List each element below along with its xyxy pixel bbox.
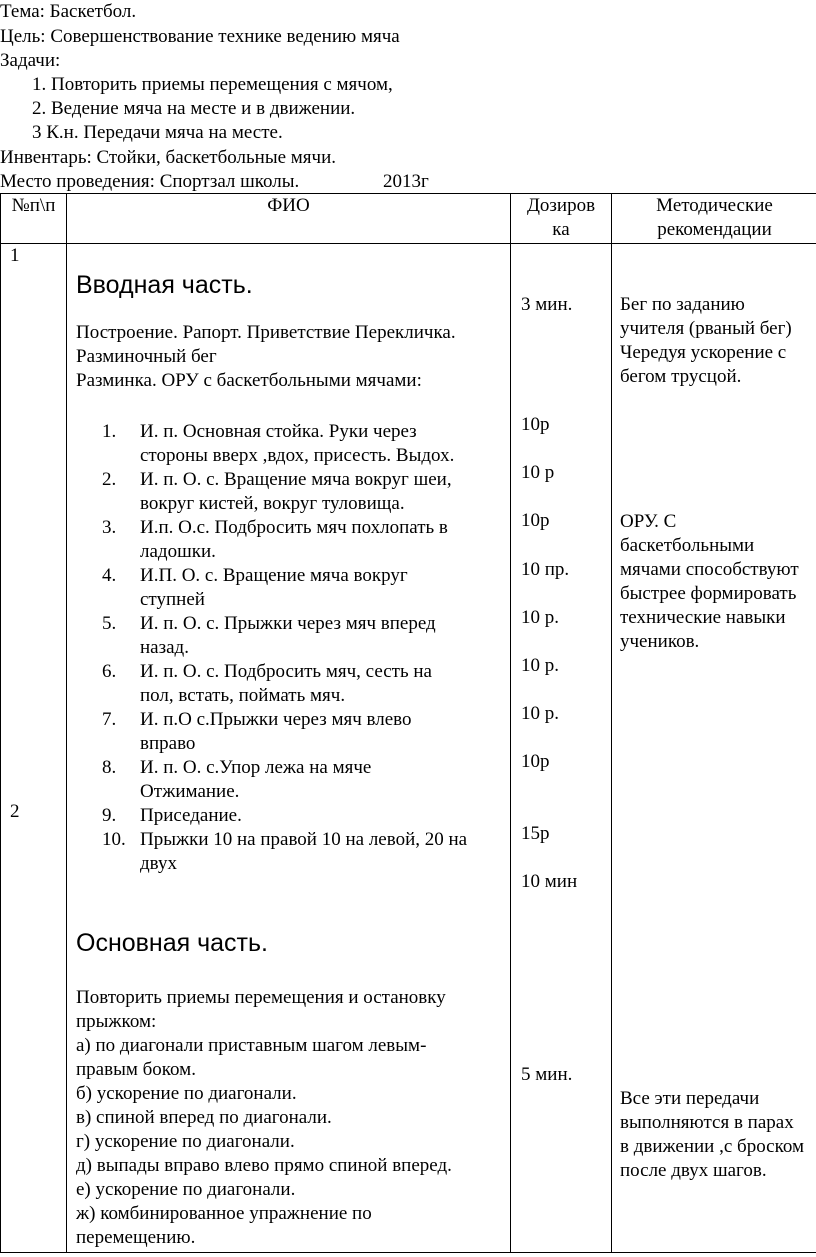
dose-item: 10 р. <box>521 607 559 628</box>
text-line: б) ускорение по диагонали. <box>76 1083 297 1104</box>
exercise-text-line: И.п. О.с. Подбросить мяч похлопать в <box>140 517 448 538</box>
text-line: Повторить приемы перемещения и остановку <box>76 987 446 1008</box>
exercise-item <box>72 564 512 612</box>
exercise-list <box>72 420 512 876</box>
text-line: Все эти передачи <box>620 1088 760 1109</box>
text-line: а) по диагонали приставным шагом левым- <box>76 1035 427 1056</box>
exercise-number: 9. <box>102 805 117 826</box>
exercise-text-line: И. п. О. с. Прыжки через мяч вперед <box>140 613 436 634</box>
exercise-text-line: И. п. О. с. Подбросить мяч, сесть на <box>140 661 432 682</box>
exercise-text-line: И. п. О. с.Упор лежа на мяче <box>140 757 372 778</box>
exercise-text-line: стороны вверх ,вдох, присесть. Выдох. <box>140 445 455 466</box>
exercise-number: 8. <box>102 757 117 778</box>
exercise-item <box>72 828 512 876</box>
dose-item: 10р <box>521 510 550 531</box>
intro-line-1: Построение. Рапорт. Приветствие Перекличка. <box>76 322 456 343</box>
main-section-body <box>76 986 452 1250</box>
text-line: е) ускорение по диагонали. <box>76 1179 296 1200</box>
exercise-text-line: пол, встать, поймать мяч. <box>140 685 346 706</box>
text-line: учеников. <box>620 631 700 652</box>
text-line: после двух шагов. <box>620 1160 767 1181</box>
exercise-number: 5. <box>102 613 117 634</box>
exercise-item <box>72 804 512 828</box>
column-header-number: №п\п <box>1 194 67 244</box>
text-line: мячами способствуют <box>620 559 799 580</box>
equipment-line: Инвентарь: Стойки, баскетбольные мячи. <box>0 147 336 168</box>
text-line: ж) комбинированное упражнение по <box>76 1203 372 1224</box>
row-number-2: 2 <box>10 801 20 822</box>
exercise-item <box>72 756 512 804</box>
text-line: в) спиной вперед по диагонали. <box>76 1107 332 1128</box>
dose-item: 10 мин <box>521 871 578 892</box>
row-number-1: 1 <box>10 245 20 266</box>
dose-item: 10 р. <box>521 703 559 724</box>
text-line: Бег по заданию <box>620 294 745 315</box>
column-header-recommendations: Методические рекомендации <box>612 194 816 244</box>
intro-section-title: Вводная часть. <box>76 271 253 299</box>
exercise-text-line: двух <box>140 853 177 874</box>
dose-item: 10 р <box>521 462 555 483</box>
text-line: ОРУ. С <box>620 511 677 532</box>
text-line: бегом трусцой. <box>620 366 742 387</box>
exercise-text-line: И. п.О с.Прыжки через мяч влево <box>140 709 412 730</box>
exercise-text-line: ступней <box>140 589 205 610</box>
year-label: 2013г <box>383 171 429 192</box>
place-line: Место проведения: Спортзал школы. <box>0 171 300 192</box>
exercise-text-line: вокруг кистей, вокруг туловища. <box>140 493 405 514</box>
task-2: 2. Ведение мяча на месте и в движении. <box>32 98 356 119</box>
exercise-text-line: Прыжки 10 на правой 10 на левой, 20 на <box>140 829 468 850</box>
dose-item: 3 мин. <box>521 294 573 315</box>
exercise-text-line: ладошки. <box>140 541 216 562</box>
exercise-item <box>72 612 512 660</box>
exercise-text-line: Отжимание. <box>140 781 240 802</box>
intro-line-2: Разминочный бег <box>76 346 217 367</box>
exercise-text-line: вправо <box>140 733 196 754</box>
exercise-number: 2. <box>102 469 117 490</box>
dose-item: 10 р. <box>521 655 559 676</box>
exercise-number: 3. <box>102 517 117 538</box>
text-line: перемещению. <box>76 1227 196 1248</box>
dose-item: 10 пр. <box>521 559 570 580</box>
exercise-text-line: назад. <box>140 637 189 658</box>
exercise-text-line: И. п. Основная стойка. Руки через <box>140 421 417 442</box>
text-line: Чередуя ускорение с <box>620 342 787 363</box>
column-header-dosage: Дозиров ка <box>511 194 612 244</box>
task-3: 3 К.н. Передачи мяча на месте. <box>32 122 283 143</box>
exercise-item <box>72 420 512 468</box>
exercise-number: 10. <box>102 829 126 850</box>
text-line: прыжком: <box>76 1011 157 1032</box>
text-line: выполняются в парах <box>620 1112 794 1133</box>
exercise-number: 6. <box>102 661 117 682</box>
dose-item: 15р <box>521 823 550 844</box>
text-line: баскетбольными <box>620 535 755 556</box>
exercise-item <box>72 468 512 516</box>
text-line: в движении ,с броском <box>620 1136 805 1157</box>
exercise-text-line: И. п. О. с. Вращение мяча вокруг шеи, <box>140 469 452 490</box>
dose-item: 10р <box>521 751 550 772</box>
exercise-item <box>72 708 512 756</box>
column-header-name: ФИО <box>67 194 511 244</box>
goal-line: Цель: Совершенствование технике ведению мяча <box>0 26 400 47</box>
text-line: д) выпады вправо влево прямо спиной вперед. <box>76 1155 452 1176</box>
recommendation-block-oru <box>620 510 799 654</box>
recommendation-block-passes <box>620 1087 804 1183</box>
text-line: быстрее формировать <box>620 583 797 604</box>
text-line: учителя (рваный бег) <box>620 318 792 339</box>
tasks-label: Задачи: <box>0 50 61 71</box>
exercise-number: 4. <box>102 565 117 586</box>
exercise-item <box>72 516 512 564</box>
exercise-number: 7. <box>102 709 117 730</box>
recommendation-block-warmup <box>620 293 792 389</box>
text-line: правым боком. <box>76 1059 196 1080</box>
exercise-item <box>72 660 512 708</box>
exercise-text-line: Приседание. <box>140 805 242 826</box>
row-number-cell <box>1 244 67 1253</box>
text-line: г) ускорение по диагонали. <box>76 1131 295 1152</box>
dose-item: 5 мин. <box>521 1064 573 1085</box>
text-line: технические навыки <box>620 607 786 628</box>
task-1: 1. Повторить приемы перемещения с мячом, <box>32 74 393 95</box>
dose-item: 10р <box>521 414 550 435</box>
exercise-number: 1. <box>102 421 117 442</box>
intro-line-3: Разминка. ОРУ с баскетбольными мячами: <box>76 370 422 391</box>
exercise-text-line: И.П. О. с. Вращение мяча вокруг <box>140 565 408 586</box>
main-section-title: Основная часть. <box>76 929 268 957</box>
topic-line: Тема: Баскетбол. <box>0 1 137 22</box>
dosage-cell <box>511 244 612 1253</box>
